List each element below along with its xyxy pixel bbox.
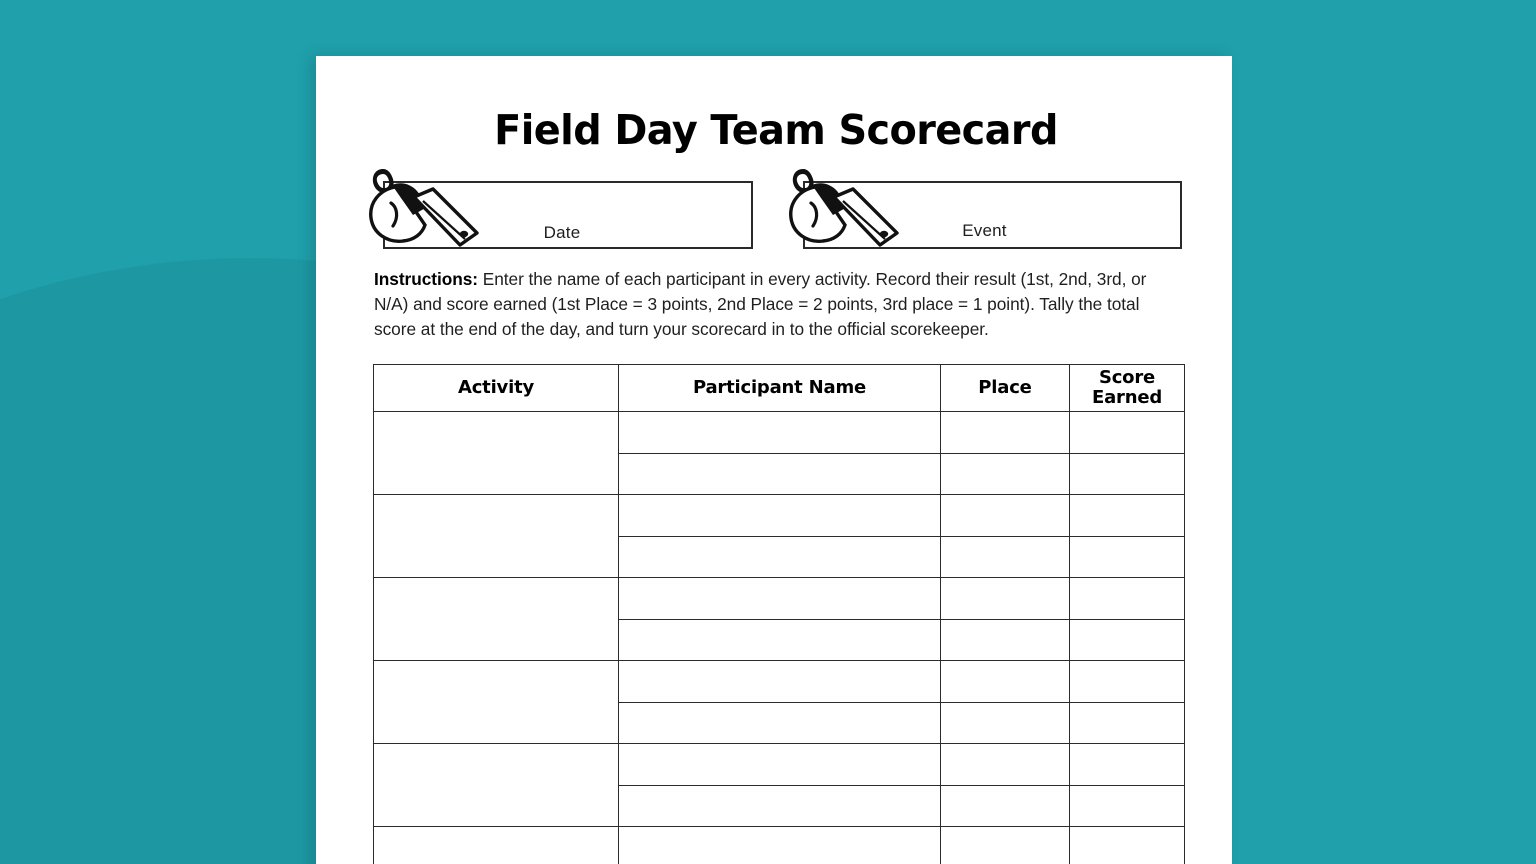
page-title: Field Day Team Scorecard <box>494 106 1058 154</box>
cell-score-earned[interactable] <box>1070 412 1185 454</box>
cell-participant-name[interactable] <box>619 785 941 827</box>
table-row <box>374 578 1185 620</box>
event-field-group <box>803 181 1182 249</box>
score-header-line-1: Score <box>1098 367 1156 388</box>
cell-participant-name[interactable] <box>619 619 941 661</box>
instructions-paragraph <box>370 267 1170 342</box>
date-field-label: Date <box>543 223 581 242</box>
event-field-label: Event <box>962 221 1007 240</box>
cell-activity[interactable] <box>374 827 619 864</box>
cell-participant-name[interactable] <box>619 702 941 744</box>
table-row <box>374 495 1185 537</box>
date-field-group <box>383 181 753 249</box>
cell-activity[interactable] <box>374 412 619 495</box>
cell-score-earned[interactable] <box>1070 495 1185 537</box>
cell-place[interactable] <box>941 827 1070 864</box>
table-row <box>374 412 1185 454</box>
cell-place[interactable] <box>941 453 1070 495</box>
cell-place[interactable] <box>941 578 1070 620</box>
scorecard-table <box>373 364 1185 864</box>
cell-participant-name[interactable] <box>619 536 941 578</box>
cell-participant-name[interactable] <box>619 827 941 864</box>
cell-place[interactable] <box>941 412 1070 454</box>
score-header-line-2: Earned <box>1091 387 1163 408</box>
cell-activity[interactable] <box>374 744 619 827</box>
cell-score-earned[interactable] <box>1070 453 1185 495</box>
cell-score-earned[interactable] <box>1070 744 1185 786</box>
header-fields <box>370 173 1182 249</box>
column-header-score-earned <box>1070 365 1185 412</box>
cell-activity[interactable] <box>374 578 619 661</box>
cell-place[interactable] <box>941 619 1070 661</box>
cell-place[interactable] <box>941 744 1070 786</box>
cell-score-earned[interactable] <box>1070 702 1185 744</box>
table-body <box>374 412 1185 864</box>
cell-place[interactable] <box>941 536 1070 578</box>
cell-participant-name[interactable] <box>619 495 941 537</box>
worksheet-content <box>370 56 1182 864</box>
column-header-place: Place <box>941 365 1070 412</box>
table-row <box>374 744 1185 786</box>
cell-participant-name[interactable] <box>619 453 941 495</box>
column-header-participant-name: Participant Name <box>619 365 941 412</box>
cell-participant-name[interactable] <box>619 744 941 786</box>
cell-activity[interactable] <box>374 661 619 744</box>
cell-place[interactable] <box>941 495 1070 537</box>
cell-score-earned[interactable] <box>1070 661 1185 703</box>
cell-score-earned[interactable] <box>1070 536 1185 578</box>
table-row <box>374 827 1185 864</box>
cell-score-earned[interactable] <box>1070 619 1185 661</box>
instructions-body-text: Enter the name of each participant in every activity. Record their result (1st, 2nd, 3rd, or N/A) and score earned (1st Place = 3 points, 2nd Place = 2 points, 3rd place = 1 point). Tally the total score at the end of the day, and turn your scorecard in to the official scorekeeper. <box>374 269 1147 339</box>
instructions-lead-label: Instructions: <box>374 269 478 289</box>
cell-participant-name[interactable] <box>619 661 941 703</box>
cell-place[interactable] <box>941 785 1070 827</box>
column-header-activity: Activity <box>374 365 619 412</box>
table-header <box>374 365 1185 412</box>
cell-participant-name[interactable] <box>619 412 941 454</box>
cell-place[interactable] <box>941 702 1070 744</box>
table-row <box>374 661 1185 703</box>
cell-activity[interactable] <box>374 495 619 578</box>
cell-score-earned[interactable] <box>1070 578 1185 620</box>
table-header-row <box>374 365 1185 412</box>
cell-participant-name[interactable] <box>619 578 941 620</box>
cell-score-earned[interactable] <box>1070 785 1185 827</box>
cell-place[interactable] <box>941 661 1070 703</box>
worksheet-page <box>316 56 1232 864</box>
cell-score-earned[interactable] <box>1070 827 1185 864</box>
